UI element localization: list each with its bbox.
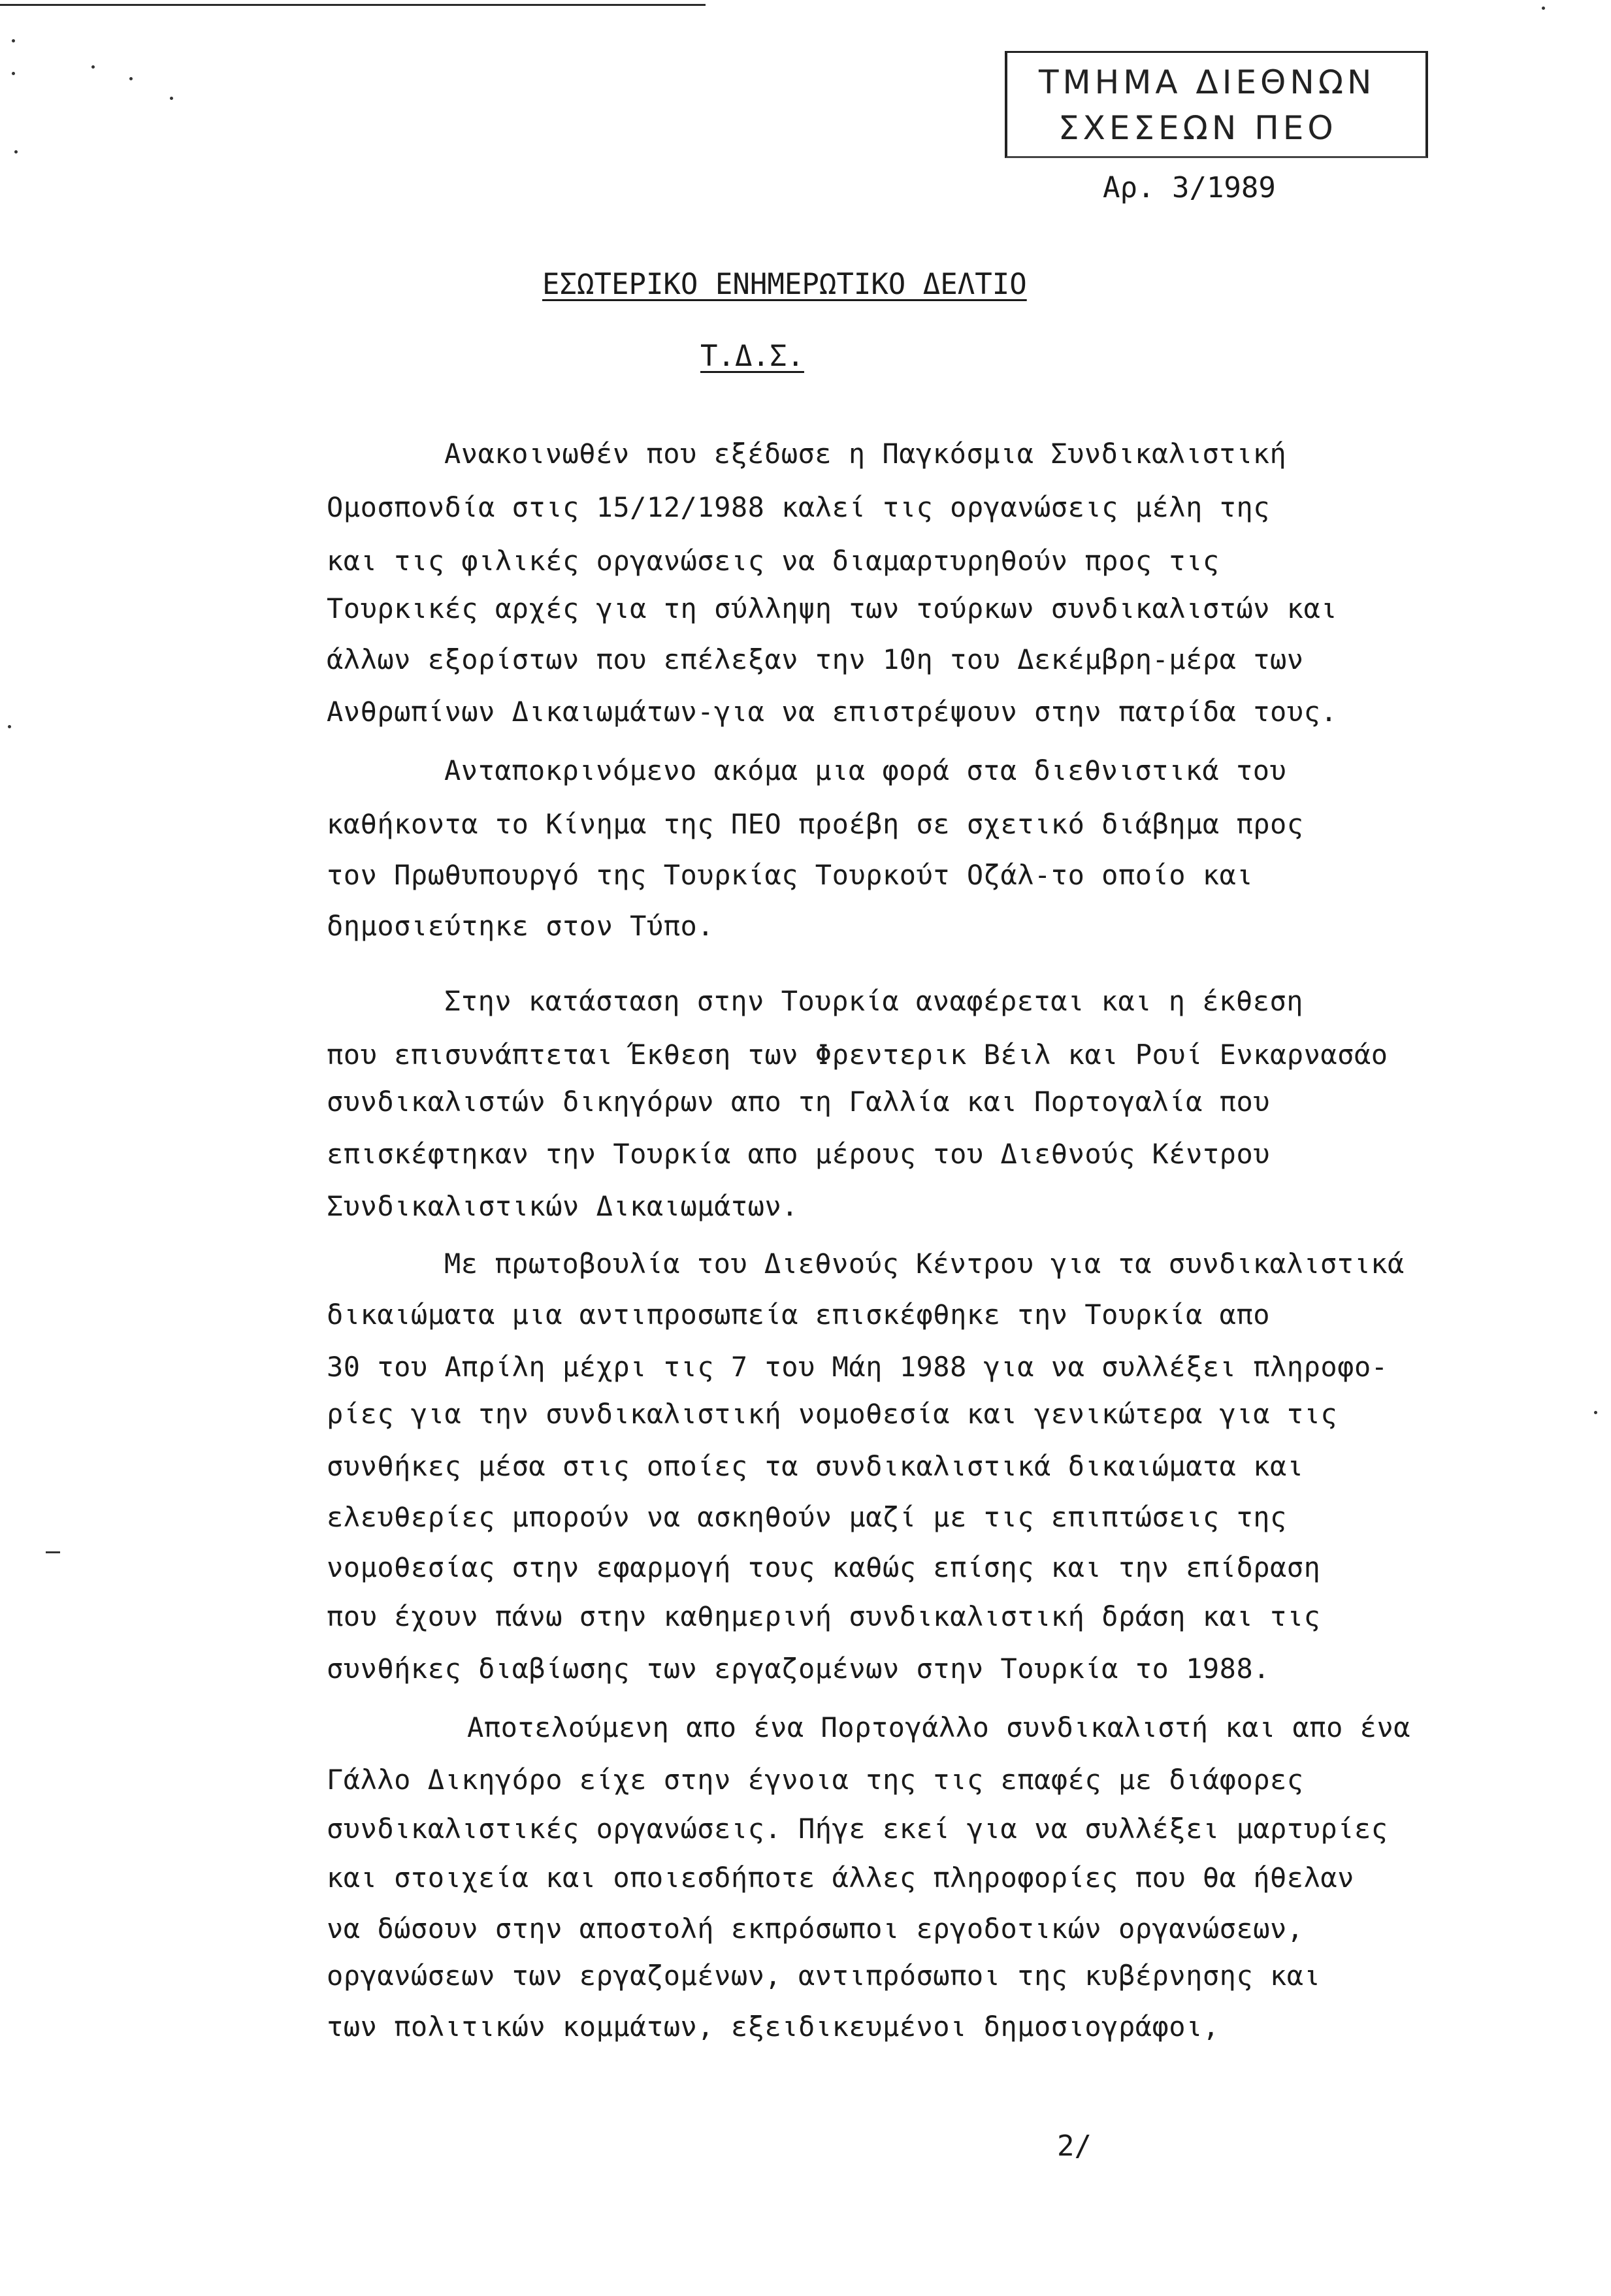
scan-speck [12, 72, 15, 75]
body-line: ρίες για την συνδικαλιστική νομοθεσία και γενικώτερα για τις [327, 1398, 1338, 1430]
department-stamp [1005, 51, 1428, 158]
body-line: να δώσουν στην αποστολή εκπρόσωποι εργοδοτικών οργανώσεων, [327, 1913, 1304, 1945]
scan-speck [1594, 1411, 1597, 1414]
body-line: 30 του Απρίλη μέχρι τις 7 του Μάη 1988 για να συλλέξει πληροφο- [327, 1351, 1388, 1383]
scan-speck [1542, 7, 1545, 10]
scan-speck [129, 77, 133, 80]
page-number: 2/ [1057, 2129, 1092, 2163]
body-line: δημοσιεύτηκε στον Τύπο. [327, 910, 715, 942]
body-line: ελευθερίες μπορούν να ασκηθούν μαζί με τις επιπτώσεις της [327, 1501, 1287, 1533]
stamp-line-1: ΤΜΗΜΑ ΔΙΕΘΝΩΝ [1039, 63, 1376, 101]
body-line: συνθήκες διαβίωσης των εργαζομένων στην Τουρκία το 1988. [327, 1653, 1271, 1685]
scan-speck [14, 150, 18, 154]
scan-speck [46, 1551, 60, 1553]
body-line: καθήκοντα το Κίνημα της ΠΕΟ προέβη σε σχετικό διάβημα προς [327, 808, 1304, 840]
body-line: νομοθεσίας στην εφαρμογή τους καθώς επίσης και την επίδραση [327, 1551, 1321, 1583]
document-title: ΕΣΩΤΕΡΙΚΟ ΕΝΗΜΕΡΩΤΙΚΟ ΔΕΛΤΙΟ [542, 268, 1027, 301]
body-line: Ομοσπονδία στις 15/12/1988 καλεί τις οργανώσεις μέλη της [327, 491, 1271, 523]
body-line: Συνδικαλιστικών Δικαιωμάτων. [327, 1190, 799, 1222]
body-line: Ανταποκρινόμενο ακόμα μια φορά στα διεθνιστικά του [444, 754, 1287, 786]
body-line: επισκέφτηκαν την Τουρκία απο μέρους του Διεθνούς Κέντρου [327, 1138, 1271, 1170]
scan-speck [12, 39, 15, 42]
reference-number: Αρ. 3/1989 [1103, 171, 1276, 204]
body-line: και στοιχεία και οποιεσδήποτε άλλες πληροφορίες που θα ήθελαν [327, 1862, 1354, 1894]
stamp-line-2: ΣΧΕΣΕΩΝ ΠΕΟ [1058, 109, 1337, 147]
body-line: που επισυνάπτεται Έκθεση των Φρεντερικ Βέιλ και Ρουί Ενκαρνασάο [327, 1039, 1388, 1071]
body-line: τον Πρωθυπουργό της Τουρκίας Τουρκούτ Οζάλ-το οποίο και [327, 859, 1254, 891]
body-line: άλλων εξορίστων που επέλεξαν την 10η του Δεκέμβρη-μέρα των [327, 643, 1304, 675]
body-line: που έχουν πάνω στην καθημερινή συνδικαλιστική δράση και τις [327, 1600, 1321, 1632]
body-line: συνδικαλιστών δικηγόρων απο τη Γαλλία και Πορτογαλία που [327, 1086, 1271, 1118]
body-line: Με πρωτοβουλία του Διεθνούς Κέντρου για τα συνδικαλιστικά [444, 1248, 1405, 1280]
scan-speck [91, 65, 95, 69]
body-line: Στην κατάσταση στην Τουρκία αναφέρεται και η έκθεση [444, 985, 1304, 1017]
body-line: Γάλλο Δικηγόρο είχε στην έγνοια της τις επαφές με διάφορες [327, 1764, 1304, 1796]
body-line: Ανακοινωθέν που εξέδωσε η Παγκόσμια Συνδικαλιστική [444, 438, 1287, 470]
body-line: οργανώσεων των εργαζομένων, αντιπρόσωποι της κυβέρνησης και [327, 1960, 1321, 1992]
scan-artifact-line [0, 4, 706, 6]
body-line: και τις φιλικές οργανώσεις να διαμαρτυρηθούν προς τις [327, 545, 1220, 577]
document-subtitle: Τ.Δ.Σ. [700, 340, 804, 373]
body-line: των πολιτικών κομμάτων, εξειδικευμένοι δημοσιογράφοι, [327, 2011, 1220, 2043]
scan-speck [8, 725, 11, 728]
body-line: συνδικαλιστικές οργανώσεις. Πήγε εκεί για να συλλέξει μαρτυρίες [327, 1813, 1388, 1845]
body-line: Ανθρωπίνων Δικαιωμάτων-για να επιστρέψουν στην πατρίδα τους. [327, 696, 1338, 728]
scan-speck [170, 97, 173, 100]
body-line: Τουρκικές αρχές για τη σύλληψη των τούρκων συνδικαλιστών και [327, 592, 1338, 624]
body-line: δικαιώματα μια αντιπροσωπεία επισκέφθηκε την Τουρκία απο [327, 1299, 1271, 1331]
body-line: Αποτελούμενη απο ένα Πορτογάλλο συνδικαλιστή και απο ένα [467, 1711, 1411, 1743]
body-line: συνθήκες μέσα στις οποίες τα συνδικαλιστικά δικαιώματα και [327, 1450, 1304, 1482]
